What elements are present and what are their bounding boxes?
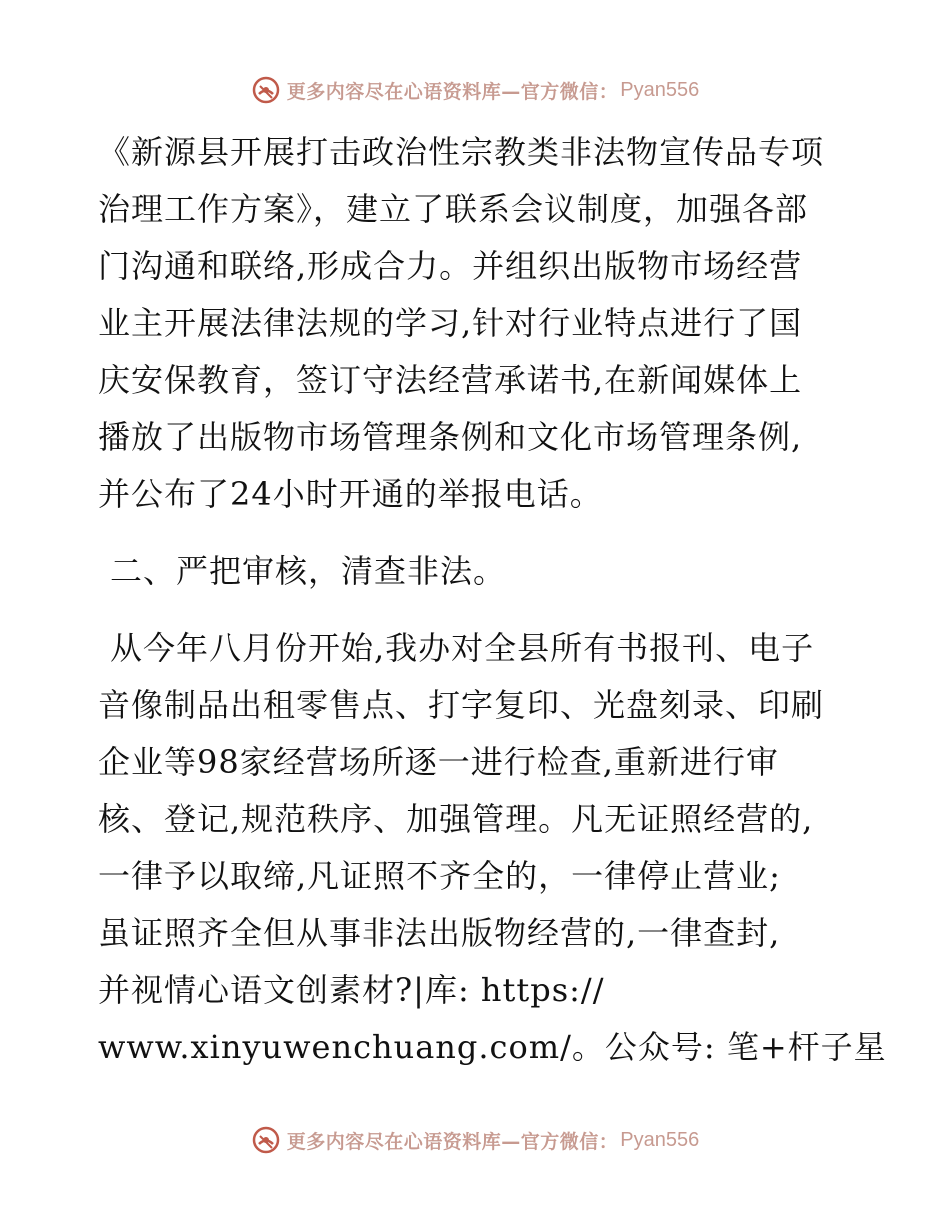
text-line: 庆安保教育，签订守法经营承诺书,在新闻媒体上 bbox=[98, 361, 803, 399]
document-body bbox=[98, 124, 887, 1076]
text-line: 企业等98家经营场所逐一进行检查,重新进行审 bbox=[98, 743, 779, 781]
watermark-footer bbox=[0, 1120, 950, 1160]
watermark-header bbox=[0, 70, 950, 110]
text-line: 从今年八月份开始,我办对全县所有书报刊、电子 bbox=[110, 629, 815, 667]
text-line: 治理工作方案》，建立了联系会议制度，加强各部 bbox=[98, 190, 809, 228]
paragraph-1 bbox=[98, 124, 858, 523]
text-line: 虽证照齐全但从事非法出版物经营的,一律查封, bbox=[98, 914, 781, 952]
watermark-id: Pyan556 bbox=[620, 78, 700, 101]
text-line: 《新源县开展打击政治性宗教类非法物宣传品专项 bbox=[98, 133, 825, 171]
watermark-text: 更多内容尽在心语资料库—官方微信： bbox=[286, 1130, 619, 1153]
section-heading: 二、严把审核，清查非法。 bbox=[110, 552, 507, 590]
text-line: 播放了出版物市场管理条例和文化市场管理条例, bbox=[98, 418, 803, 456]
text-line: 门沟通和联络,形成合力。并组织出版物市场经营 bbox=[98, 247, 803, 285]
text-line: 音像制品出租零售点、打字复印、光盘刻录、印刷 bbox=[98, 686, 825, 724]
text-line: 业主开展法律法规的学习,针对行业特点进行了国 bbox=[98, 304, 803, 342]
text-line: 并视情心语文创素材?|库: https:// bbox=[98, 971, 605, 1009]
watermark-id: Pyan556 bbox=[620, 1128, 700, 1151]
text-line: 核、登记,规范秩序、加强管理。凡无证照经营的, bbox=[98, 800, 814, 838]
text-line: 一律予以取缔,凡证照不齐全的，一律停止营业; bbox=[98, 857, 781, 895]
text-line: 并公布了24小时开通的举报电话。 bbox=[98, 475, 603, 513]
text-line: www.xinyuwenchuang.com/。公众号: 笔+杆子星 bbox=[98, 1028, 887, 1066]
book-logo-icon bbox=[251, 75, 281, 105]
book-logo-icon bbox=[251, 1125, 281, 1155]
watermark-text: 更多内容尽在心语资料库—官方微信： bbox=[286, 80, 619, 103]
paragraph-2 bbox=[98, 620, 887, 1076]
